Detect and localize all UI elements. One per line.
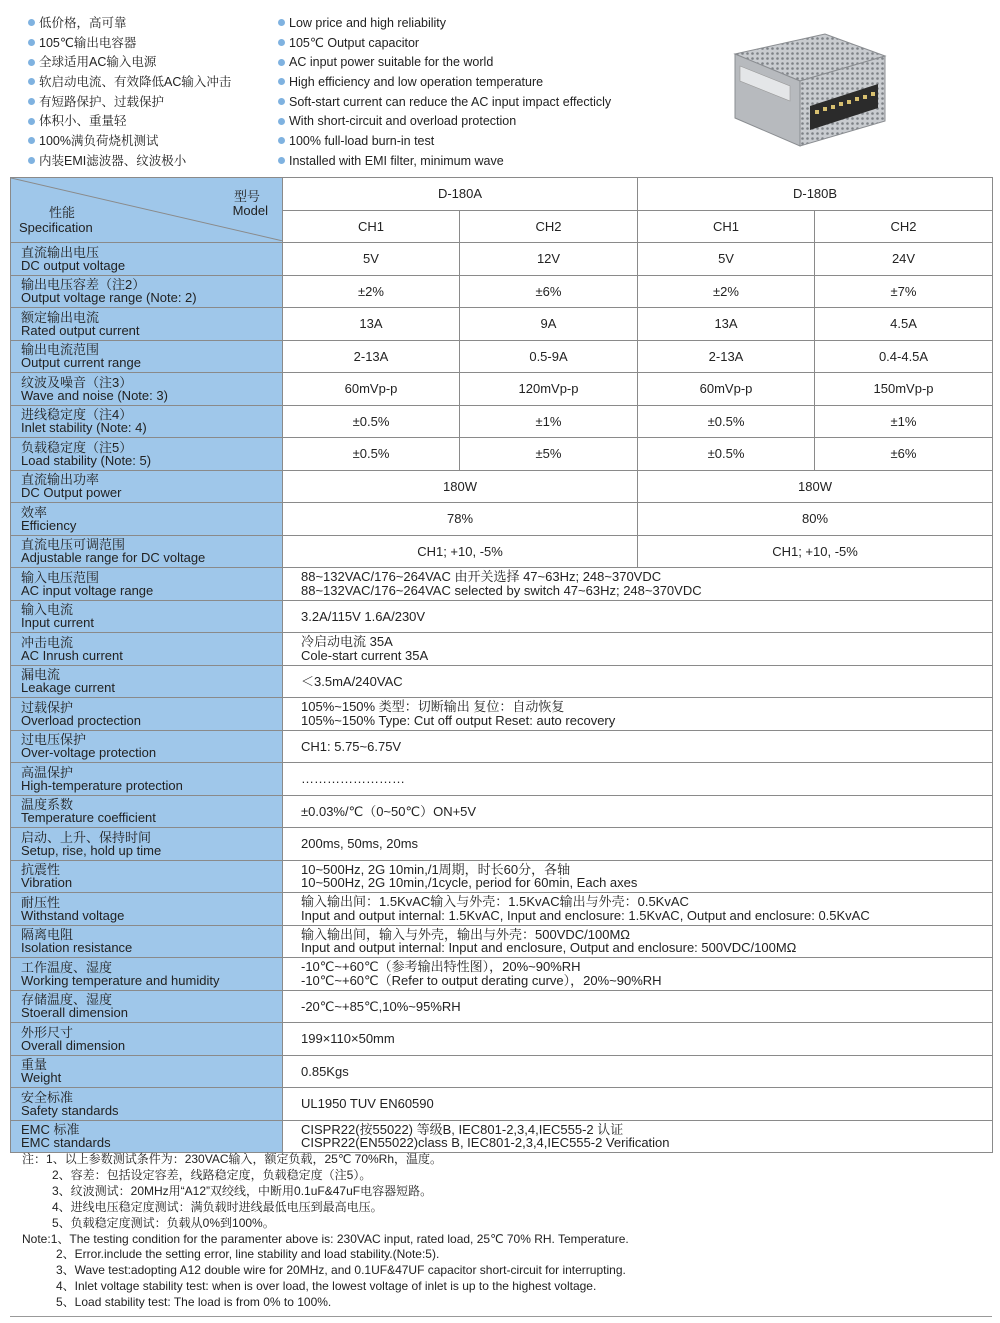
- spec-value-line: 199×110×50mm: [301, 1031, 395, 1046]
- table-row: [11, 795, 993, 828]
- notes-section: [22, 1152, 982, 1311]
- spec-label-en: Wave and noise (Note: 3): [21, 387, 168, 403]
- spec-value: ±7%: [815, 275, 993, 308]
- spec-label-en: AC input voltage range: [21, 582, 154, 598]
- spec-value: 2-13A: [638, 340, 815, 373]
- spec-value: 2-13A: [283, 340, 460, 373]
- spec-label: [11, 795, 283, 828]
- spec-value: [283, 925, 993, 958]
- note-text: 2、容差：包括设定容差，线路稳定度，负载稳定度（注5）。: [52, 1167, 372, 1182]
- spec-label-en: DC Output power: [21, 485, 122, 501]
- bullet-icon: [278, 98, 285, 105]
- spec-label-en: Input current: [21, 615, 94, 631]
- bullet-icon: [28, 137, 35, 144]
- spec-value-line: -10℃~+60℃（Refer to output derating curve），20%~90%RH: [301, 972, 662, 988]
- bullet-icon: [278, 157, 285, 164]
- spec-label: [11, 1023, 283, 1056]
- note-text: 5、Load stability test: The load is from 0% to 100%.: [56, 1295, 332, 1310]
- note-prefix: 注：: [22, 1152, 47, 1166]
- note-line: [22, 1152, 982, 1168]
- note-text: 1、以上参数测试条件为：230VAC输入，额定负载，25℃ 70%Rh，温度。: [46, 1152, 443, 1166]
- table-row: [11, 340, 993, 373]
- note-line: [22, 1232, 982, 1248]
- spec-label-cn: 外形尺寸: [21, 1024, 74, 1040]
- note-text: 5、负载稳定度测试：负载从0%到100%。: [52, 1215, 275, 1230]
- table-row: [11, 665, 993, 698]
- spec-value-line: ……………………: [301, 771, 405, 786]
- spec-value: 60mVp-p: [283, 373, 460, 406]
- spec-value-line: CISPR22(EN55022)class B, IEC801-2,3,4,IEC555-2 Verification: [301, 1135, 670, 1151]
- feature-text: Soft-start current can reduce the AC input impact effecticly: [289, 94, 612, 109]
- note-line: [22, 1263, 982, 1279]
- model-header-d180b: D-180B: [638, 178, 993, 211]
- note-line: [22, 1216, 982, 1232]
- spec-label: [11, 1088, 283, 1121]
- spec-label-cn: 纹波及噪音（注3）: [21, 374, 133, 390]
- spec-value-line: 3.2A/115V 1.6A/230V: [301, 608, 426, 624]
- feature-item: [28, 14, 278, 34]
- spec-value: CH1; +10, -5%: [638, 535, 993, 568]
- bullet-icon: [278, 59, 285, 66]
- spec-label: [11, 893, 283, 926]
- spec-label-en: Adjustable range for DC voltage: [21, 550, 206, 566]
- spec-value: 150mVp-p: [815, 373, 993, 406]
- bullet-icon: [28, 39, 35, 46]
- note-text: 3、纹波测试：20MHz用“A12”双绞线，中断用0.1uF&47uF电容器短路。: [52, 1183, 433, 1198]
- spec-label-cn: 过电压保护: [21, 732, 87, 748]
- spec-value-line: 88~132VAC/176~264VAC 由开关选择 47~63Hz; 248~370VDC: [301, 569, 662, 585]
- table-header-row: [11, 178, 993, 211]
- spec-value: 13A: [638, 308, 815, 341]
- spec-value: ±0.5%: [638, 405, 815, 438]
- spec-label: [11, 243, 283, 276]
- spec-label: [11, 438, 283, 471]
- spec-label: [11, 763, 283, 796]
- spec-value: CH1; +10, -5%: [283, 535, 638, 568]
- spec-label-cn: 输入电压范围: [21, 569, 100, 585]
- spec-label-cn: 输入电流: [21, 602, 74, 618]
- spec-value: 24V: [815, 243, 993, 276]
- spec-value: [283, 990, 993, 1023]
- note-line: [22, 1279, 982, 1295]
- spec-label: [11, 698, 283, 731]
- note-line: [22, 1200, 982, 1216]
- spec-value: ±0.5%: [283, 438, 460, 471]
- spec-label: [11, 958, 283, 991]
- feature-text: High efficiency and low operation temperature: [289, 75, 544, 90]
- spec-label-cn: 漏电流: [21, 667, 61, 683]
- spec-value: [283, 1023, 993, 1056]
- spec-label: [11, 405, 283, 438]
- spec-label-en: Vibration: [21, 875, 73, 891]
- spec-value: ±1%: [815, 405, 993, 438]
- spec-label-cn: EMC 标准: [21, 1122, 80, 1138]
- spec-label: [11, 535, 283, 568]
- spec-value: 180W: [638, 470, 993, 503]
- spec-label-en: Overload proctection: [21, 712, 141, 728]
- bullet-icon: [28, 98, 35, 105]
- note-line: [22, 1247, 982, 1263]
- feature-text: 内装EMI滤波器、纹波极小: [39, 153, 187, 168]
- header-corner-cell: [11, 178, 283, 243]
- spec-label-en: High-temperature protection: [21, 777, 183, 793]
- table-row: [11, 438, 993, 471]
- feature-item: [28, 112, 278, 132]
- spec-value-line: 冷启动电流 35A: [301, 634, 393, 650]
- spec-label-cn: 性能: [49, 205, 76, 220]
- spec-value: 180W: [283, 470, 638, 503]
- spec-label-cn: 安全标准: [21, 1089, 74, 1105]
- spec-label-cn: 启动、上升、保持时间: [21, 829, 152, 845]
- note-prefix: Note:: [22, 1231, 51, 1246]
- spec-value: 80%: [638, 503, 993, 536]
- table-row: [11, 275, 993, 308]
- table-row: [11, 373, 993, 406]
- spec-label-en: Leakage current: [21, 680, 115, 696]
- feature-item: [28, 93, 278, 113]
- bullet-icon: [278, 78, 285, 85]
- note-text: 4、进线电压稳定度测试：满负载时进线最低电压到最高电压。: [52, 1199, 383, 1214]
- spec-label: [11, 665, 283, 698]
- spec-label: [11, 633, 283, 666]
- spec-label-en: Specification: [19, 220, 93, 235]
- spec-label-cn: 进线稳定度（注4）: [21, 407, 133, 423]
- spec-value-line: UL1950 TUV EN60590: [301, 1096, 434, 1111]
- spec-label-cn: 隔离电阻: [21, 927, 74, 943]
- spec-value-line: ＜3.5mA/240VAC: [301, 673, 403, 689]
- feature-text: 有短路保护、过载保护: [39, 94, 165, 109]
- feature-list: [28, 14, 728, 174]
- spec-label-cn: 额定输出电流: [21, 309, 100, 325]
- table-row: [11, 633, 993, 666]
- spec-label: [11, 925, 283, 958]
- feature-text: Installed with EMI filter, minimum wave: [289, 153, 504, 168]
- bullet-icon: [278, 118, 285, 125]
- spec-label-cn: 冲击电流: [21, 634, 74, 650]
- feature-item: [278, 73, 698, 93]
- feature-item: [278, 152, 698, 172]
- bullet-icon: [278, 39, 285, 46]
- spec-label: [11, 470, 283, 503]
- spec-value-line: 105%~150% Type: Cut off output Reset: auto recovery: [301, 712, 616, 728]
- spec-label-cn: 耐压性: [21, 894, 61, 910]
- spec-label-en: Safety standards: [21, 1102, 119, 1118]
- spec-table: [10, 177, 993, 1153]
- table-row: [11, 1088, 993, 1121]
- spec-value-line: Input and output internal: Input and enclosure, Output and enclosure: 500VDC/100MΩ: [301, 940, 797, 956]
- spec-value-line: CISPR22(按55022) 等级B, IEC801-2,3,4,IEC555-2 认证: [301, 1121, 624, 1137]
- spec-value: ±0.5%: [638, 438, 815, 471]
- spec-label-cn: 重量: [21, 1057, 48, 1073]
- spec-value: [283, 1088, 993, 1121]
- spec-label: [11, 828, 283, 861]
- spec-value: [283, 795, 993, 828]
- spec-label-en: Rated output current: [21, 322, 140, 338]
- spec-value: [283, 698, 993, 731]
- spec-value: [283, 828, 993, 861]
- spec-value: ±6%: [815, 438, 993, 471]
- feature-text: 105℃输出电容器: [39, 35, 137, 50]
- table-row: [11, 243, 993, 276]
- table-row: [11, 1120, 993, 1153]
- table-row: [11, 568, 993, 601]
- spec-label-en: Overall dimension: [21, 1037, 126, 1053]
- spec-label-cn: 过载保护: [21, 699, 74, 715]
- spec-label-en: Withstand voltage: [21, 907, 125, 923]
- notes-en: [22, 1232, 982, 1312]
- bullet-icon: [28, 118, 35, 125]
- table-row: [11, 730, 993, 763]
- table-row: [11, 958, 993, 991]
- spec-value: [283, 958, 993, 991]
- spec-value: ±1%: [460, 405, 638, 438]
- spec-value: 9A: [460, 308, 638, 341]
- spec-label: [11, 503, 283, 536]
- spec-label-en: Efficiency: [21, 517, 77, 533]
- spec-value-line: CH1: 5.75~6.75V: [301, 738, 402, 754]
- feature-item: [28, 132, 278, 152]
- spec-value-line: ±0.03%/℃（0~50℃）ON+5V: [301, 803, 477, 819]
- spec-label: [11, 340, 283, 373]
- spec-label-en: Output current range: [21, 355, 141, 371]
- spec-label-en: Setup, rise, hold up time: [21, 842, 162, 858]
- bullet-icon: [28, 19, 35, 26]
- bullet-icon: [28, 78, 35, 85]
- feature-item: [28, 34, 278, 54]
- spec-label-en: Stoerall dimension: [21, 1005, 128, 1021]
- feature-item: [278, 53, 698, 73]
- power-supply-image: [730, 26, 890, 156]
- table-row: [11, 925, 993, 958]
- spec-value: 12V: [460, 243, 638, 276]
- spec-value: [283, 860, 993, 893]
- spec-value: [283, 893, 993, 926]
- feature-text: AC input power suitable for the world: [289, 55, 494, 70]
- spec-label-en: Working temperature and humidity: [21, 972, 220, 988]
- spec-label-cn: 负载稳定度（注5）: [21, 439, 133, 455]
- feature-item: [278, 34, 698, 54]
- spec-label-en: AC Inrush current: [21, 647, 123, 663]
- spec-value: [283, 568, 993, 601]
- spec-value-line: 10~500Hz, 2G 10min,/1周期，时长60分，各轴: [301, 861, 571, 877]
- spec-value-line: 105%~150% 类型：切断输出 复位：自动恢复: [301, 699, 565, 715]
- spec-label-en: Isolation resistance: [21, 940, 133, 956]
- feature-text: 低价格，高可靠: [39, 16, 127, 30]
- spec-label-en: Inlet stability (Note: 4): [21, 420, 147, 436]
- spec-label: [11, 1055, 283, 1088]
- spec-value-line: -10℃~+60℃（参考输出特性图），20%~90%RH: [301, 959, 581, 975]
- spec-label: [11, 1120, 283, 1153]
- model-label-cn: 型号: [233, 189, 260, 204]
- spec-label-cn: 直流输出功率: [21, 472, 100, 488]
- spec-label: [11, 860, 283, 893]
- table-row: [11, 828, 993, 861]
- bullet-icon: [278, 137, 285, 144]
- note-line: [22, 1184, 982, 1200]
- spec-value-line: 输入输出间：1.5KvAC输入与外壳：1.5KvAC输出与外壳：0.5KvAC: [301, 894, 689, 910]
- feature-text: 全球适用AC输入电源: [39, 55, 157, 70]
- table-row: [11, 763, 993, 796]
- spec-value: [283, 1055, 993, 1088]
- note-line: [22, 1168, 982, 1184]
- spec-label-cn: 效率: [21, 504, 48, 520]
- channel-header: CH1: [283, 210, 460, 243]
- table-row: [11, 470, 993, 503]
- table-row: [11, 990, 993, 1023]
- spec-label-en: EMC standards: [21, 1135, 111, 1151]
- spec-value: 0.5-9A: [460, 340, 638, 373]
- spec-value-line: Input and output internal: 1.5KvAC, Input and enclosure: 1.5KvAC, Output and enclosure: 0.5KvAC: [301, 907, 870, 923]
- spec-value: ±2%: [283, 275, 460, 308]
- note-text: 3、Wave test:adopting A12 double wire for 20MHz, and 0.1UF&47UF capacitor short-circuit for interrupting.: [56, 1263, 626, 1278]
- feature-text: 100%满负荷烧机测试: [39, 134, 159, 149]
- spec-label: [11, 373, 283, 406]
- spec-label: [11, 308, 283, 341]
- spec-label-en: DC output voltage: [21, 257, 126, 273]
- table-row: [11, 1023, 993, 1056]
- feature-item: [278, 93, 698, 113]
- model-label-en: Model: [232, 203, 268, 218]
- table-row: [11, 893, 993, 926]
- spec-label-cn: 抗震性: [21, 862, 61, 878]
- spec-label-cn: 输出电压容差（注2）: [21, 277, 146, 293]
- spec-label-cn: 工作温度、湿度: [21, 959, 113, 975]
- feature-text: With short-circuit and overload protection: [289, 114, 517, 129]
- feature-item: [278, 112, 698, 132]
- spec-value-line: 0.85Kgs: [301, 1063, 349, 1079]
- spec-label-cn: 输出电流范围: [21, 342, 100, 358]
- spec-value: 120mVp-p: [460, 373, 638, 406]
- spec-value: [283, 763, 993, 796]
- note-text: 4、Inlet voltage stability test: when is over load, the lowest voltage of inlet is up to the highest voltage.: [56, 1279, 597, 1294]
- bullet-icon: [28, 157, 35, 164]
- spec-value-line: -20℃~+85℃,10%~95%RH: [301, 998, 461, 1014]
- note-text: 1、The testing condition for the paramenter above is: 230VAC input, rated load, 25℃ 70% RH. Temperature.: [50, 1231, 629, 1246]
- spec-label-en: Temperature coefficient: [21, 810, 156, 826]
- spec-value: [283, 730, 993, 763]
- spec-value: [283, 1120, 993, 1153]
- feature-item: [28, 152, 278, 172]
- spec-value: ±6%: [460, 275, 638, 308]
- spec-value: 4.5A: [815, 308, 993, 341]
- spec-value: 5V: [638, 243, 815, 276]
- table-row: [11, 600, 993, 633]
- feature-item: [278, 14, 698, 34]
- spec-label: [11, 568, 283, 601]
- table-row: [11, 308, 993, 341]
- spec-label: [11, 275, 283, 308]
- spec-value: 5V: [283, 243, 460, 276]
- spec-value-line: 输入输出间，输入与外壳，输出与外壳：500VDC/100MΩ: [301, 926, 630, 942]
- spec-value: 0.4-4.5A: [815, 340, 993, 373]
- spec-value: 13A: [283, 308, 460, 341]
- table-row: [11, 1055, 993, 1088]
- feature-item: [28, 53, 278, 73]
- spec-value-line: 10~500Hz, 2G 10min,/1cycle, period for 60min, Each axes: [301, 875, 638, 891]
- table-row: [11, 698, 993, 731]
- spec-label-cn: 直流电压可调范围: [21, 537, 126, 553]
- feature-text: 体积小、重量轻: [39, 114, 127, 129]
- spec-label-en: Weight: [21, 1070, 62, 1086]
- feature-text: 105℃ Output capacitor: [289, 35, 420, 50]
- table-row: [11, 860, 993, 893]
- spec-value: [283, 633, 993, 666]
- channel-header: CH1: [638, 210, 815, 243]
- feature-list-cn: [28, 14, 278, 172]
- spec-value: 60mVp-p: [638, 373, 815, 406]
- spec-label-cn: 高温保护: [21, 764, 74, 780]
- feature-list-en: [278, 14, 698, 172]
- channel-header: CH2: [460, 210, 638, 243]
- channel-header: CH2: [815, 210, 993, 243]
- spec-value: ±5%: [460, 438, 638, 471]
- feature-text: 软启动电流、有效降低AC输入冲击: [39, 75, 232, 90]
- spec-label: [11, 600, 283, 633]
- spec-value-line: 200ms, 50ms, 20ms: [301, 836, 419, 851]
- bullet-icon: [28, 59, 35, 66]
- bottom-divider: [10, 1316, 992, 1317]
- spec-label: [11, 730, 283, 763]
- spec-label-en: Output voltage range (Note: 2): [21, 290, 197, 306]
- note-text: 2、Error.include the setting error, line stability and load stability.(Note:5).: [56, 1247, 440, 1262]
- table-row: [11, 503, 993, 536]
- spec-label-en: Over-voltage protection: [21, 745, 157, 761]
- spec-value: [283, 665, 993, 698]
- spec-label: [11, 990, 283, 1023]
- feature-text: Low price and high reliability: [289, 16, 447, 30]
- notes-cn: [22, 1152, 982, 1232]
- bullet-icon: [278, 19, 285, 26]
- table-row: [11, 405, 993, 438]
- note-line: [22, 1295, 982, 1311]
- model-header-d180a: D-180A: [283, 178, 638, 211]
- spec-label-cn: 温度系数: [21, 797, 74, 813]
- spec-label-cn: 直流输出电压: [21, 244, 100, 260]
- spec-value: ±0.5%: [283, 405, 460, 438]
- spec-label-en: Load stability (Note: 5): [21, 452, 152, 468]
- feature-text: 100% full-load burn-in test: [289, 134, 435, 149]
- feature-item: [28, 73, 278, 93]
- spec-value-line: 88~132VAC/176~264VAC selected by switch 47~63Hz; 248~370VDC: [301, 582, 702, 598]
- spec-value: ±2%: [638, 275, 815, 308]
- feature-item: [278, 132, 698, 152]
- spec-value: [283, 600, 993, 633]
- spec-value-line: Cole-start current 35A: [301, 647, 429, 663]
- spec-value: 78%: [283, 503, 638, 536]
- table-row: [11, 535, 993, 568]
- spec-label-cn: 存储温度、湿度: [21, 992, 113, 1008]
